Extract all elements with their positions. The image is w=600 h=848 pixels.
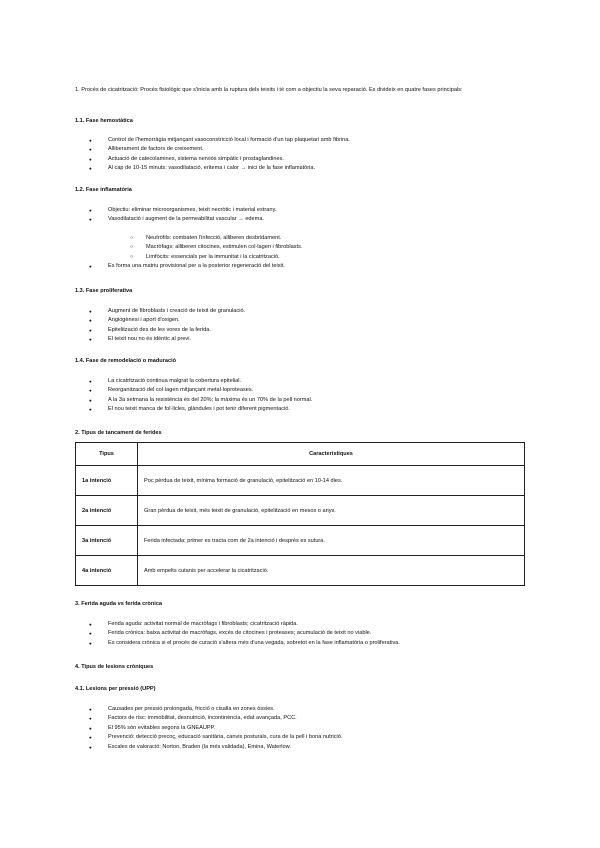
list-item: ● El nou teixit manca de fol·licles, glàndules i pot tenir diferent pigmentació.	[75, 405, 525, 414]
list-item: ● Prevenció: detecció precoç, educació sanitària, canvis posturals, cura de la pell i bona nutrició.	[75, 733, 525, 742]
list-item: ● Actuació de catecolamines, sistema nerviós simpàtic i prostaglandines.	[75, 155, 525, 164]
list-item: ● Escales de valoració: Norton, Braden (la més validada), Emina, Waterlow.	[75, 743, 525, 752]
wound-closure-table	[75, 442, 525, 586]
table-row	[76, 496, 525, 526]
list-item: ● Control de l'hemorràgia mitjançant vasoconstricció local i formació d'un tap plaquetari amb fibrina.	[75, 136, 525, 145]
table-cell: Gran pèrdua de teixit, més teixit de granulació, epitelització en mesos o anys.	[138, 496, 525, 526]
sub-list-item: ○ Neutròfils: combaten l'infecció, alliberen desbridament.	[75, 234, 525, 243]
section-1-4-heading: 1.4. Fase de remodelació o maduració	[75, 358, 177, 364]
list-item: ● Al cap de 10-15 minuts: vasodilatació, eritema i calor → inici de la fase inflamatòria.	[75, 164, 525, 173]
section-1-2-list	[75, 206, 525, 271]
list-item: ● Epitelització des de les vores de la ferida.	[75, 326, 525, 335]
list-item: ● Alliberament de factors de creixement.	[75, 145, 525, 154]
list-item: ● El 95% són evitables segons la GNEAUPP.	[75, 724, 525, 733]
list-item: ● A la 3a setmana la resistència és del 20%; la màxima és un 70% de la pell normal.	[75, 396, 525, 405]
table-cell: Poc pèrdua de teixit, mínima formació de granulació, epitelització en 10-14 dies.	[138, 466, 525, 496]
intro-paragraph: 1. Procés de cicatrització: Procés fisiològic que s'inicia amb la ruptura dels teixits i té com a objectiu la seva reparació. Es divideix en quatre fases principals:	[75, 87, 463, 93]
list-item: ● La cicatrització continua malgrat la cobertura epitelial.	[75, 377, 525, 386]
sub-list-item: ○ Macròfags: alliberen citocines, estimulen col·lagen i fibroblasts.	[75, 243, 525, 252]
table-cell: 1a intenció	[76, 466, 138, 496]
list-item: ● Factors de risc: immobilitat, desnutrició, incontinència, edat avançada, PCC.	[75, 714, 525, 723]
table-row	[76, 466, 525, 496]
list-item: ● Angiogènesi i aport d'oxigen.	[75, 316, 525, 325]
list-item: ● Ferida crònica: baixa activitat de macròfags, excés de citocines i proteases; acumulació de teixit no viable.	[75, 629, 525, 638]
table-header-row	[76, 443, 525, 466]
section-1-3-heading: 1.3. Fase proliferativa	[75, 288, 133, 294]
section-2-heading: 2. Tipus de tancament de ferides	[75, 430, 162, 436]
table-row	[76, 556, 525, 586]
list-item: ● Reorganització del col·lagen mitjançant metal·loproteases.	[75, 386, 525, 395]
section-1-4-list	[75, 377, 525, 415]
list-item: ● Es considera crònica si el procés de curació s'altera més d'una vegada, sobretot en la fase inflamatòria o proliferativa.	[75, 639, 525, 648]
list-item: ● Objectiu: eliminar microorganismes, teixit necròtic i material estrany.	[75, 206, 525, 215]
section-3-heading: 3. Ferida aguda vs ferida crònica	[75, 601, 163, 607]
section-1-2-heading: 1.2. Fase inflamatòria	[75, 187, 132, 193]
section-4-heading: 4. Tipus de lesions cròniques	[75, 664, 154, 670]
list-item: ● Es forma una matriu provisional per a la posterior regeneració del teixit.	[75, 262, 525, 271]
table-cell: 4a intenció	[76, 556, 138, 586]
table-cell: Ferida infectada; primer es tracta com de 2a intenció i després es sutura.	[138, 526, 525, 556]
section-1-1-heading: 1.1. Fase hemostàtica	[75, 118, 133, 124]
section-4-1-heading: 4.1. Lesions per pressió (UPP)	[75, 686, 156, 692]
section-1-3-list	[75, 307, 525, 345]
section-4-1-list	[75, 705, 525, 752]
list-item: ● Ferida aguda: activitat normal de macròfags i fibroblasts; cicatrització ràpida.	[75, 620, 525, 629]
list-item: ● El teixit nou no és idèntic al previ.	[75, 335, 525, 344]
table-row	[76, 526, 525, 556]
list-item: ● Vasodilatació i augment de la permeabilitat vascular → edema.	[75, 215, 525, 224]
list-item: ● Augment de fibroblasts i creació de teixit de granulació.	[75, 307, 525, 316]
sub-list-item: ○ Limfòcits: essencials per la immunitat i la cicatrització.	[75, 253, 525, 262]
section-1-1-list	[75, 136, 525, 174]
table-cell: 3a intenció	[76, 526, 138, 556]
table-header-cell: Característiques	[138, 443, 525, 466]
table-cell: Amb empelts cutanis per accelerar la cicatrització.	[138, 556, 525, 586]
list-item: ● Causades per pressió prolongada, fricció o cisalla en zones òssies.	[75, 705, 525, 714]
table-cell: 2a intenció	[76, 496, 138, 526]
section-3-list	[75, 620, 525, 648]
table-header-cell: Tipus	[76, 443, 138, 466]
